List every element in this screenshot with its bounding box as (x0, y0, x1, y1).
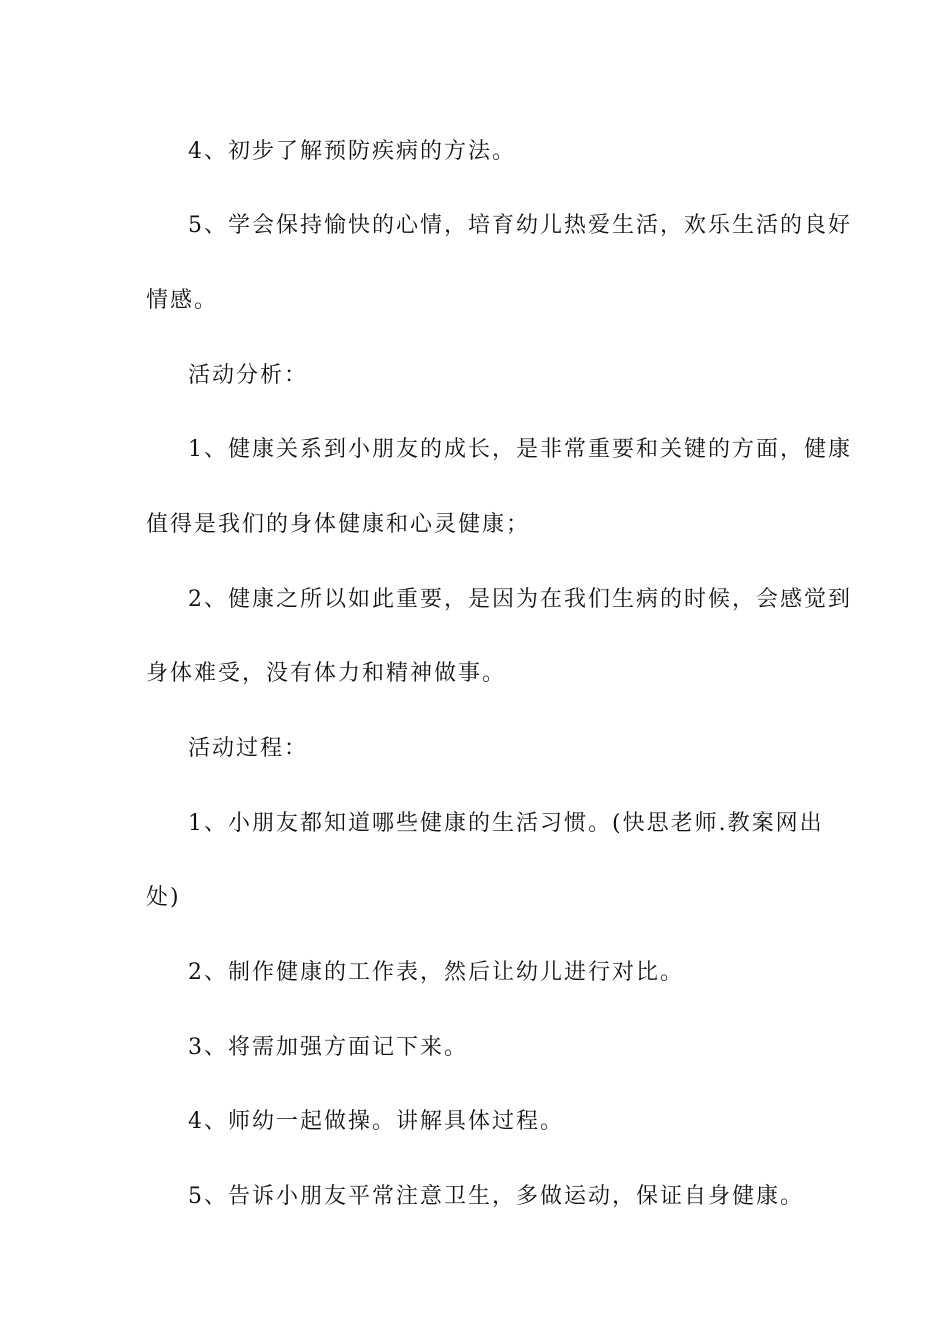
paragraph-line: 值得是我们的身体健康和心灵健康； (146, 512, 531, 537)
section-heading: 活动过程： (188, 736, 309, 761)
paragraph-line: 身体难受，没有体力和精神做事。 (146, 661, 507, 686)
paragraph-line: 1、小朋友都知道哪些健康的生活习惯。(快思老师.教案网出 (188, 811, 824, 836)
paragraph-line: 3、将需加强方面记下来。 (188, 1035, 468, 1060)
paragraph-line: 情感。 (146, 288, 219, 313)
paragraph-line: 5、学会保持愉快的心情，培育幼儿热爱生活，欢乐生活的良好 (188, 213, 852, 238)
paragraph-line: 2、健康之所以如此重要，是因为在我们生病的时候，会感觉到 (188, 587, 852, 612)
paragraph-line: 4、师幼一起做操。讲解具体过程。 (188, 1109, 564, 1134)
paragraph-line: 处) (146, 885, 181, 910)
paragraph-line: 1、健康关系到小朋友的成长，是非常重要和关键的方面，健康 (188, 437, 852, 462)
section-heading: 活动分析： (188, 363, 309, 388)
paragraph-line: 5、告诉小朋友平常注意卫生，多做运动，保证自身健康。 (188, 1184, 804, 1209)
paragraph-line: 2、制作健康的工作表，然后让幼儿进行对比。 (188, 960, 684, 985)
paragraph-line: 4、初步了解预防疾病的方法。 (188, 139, 516, 164)
